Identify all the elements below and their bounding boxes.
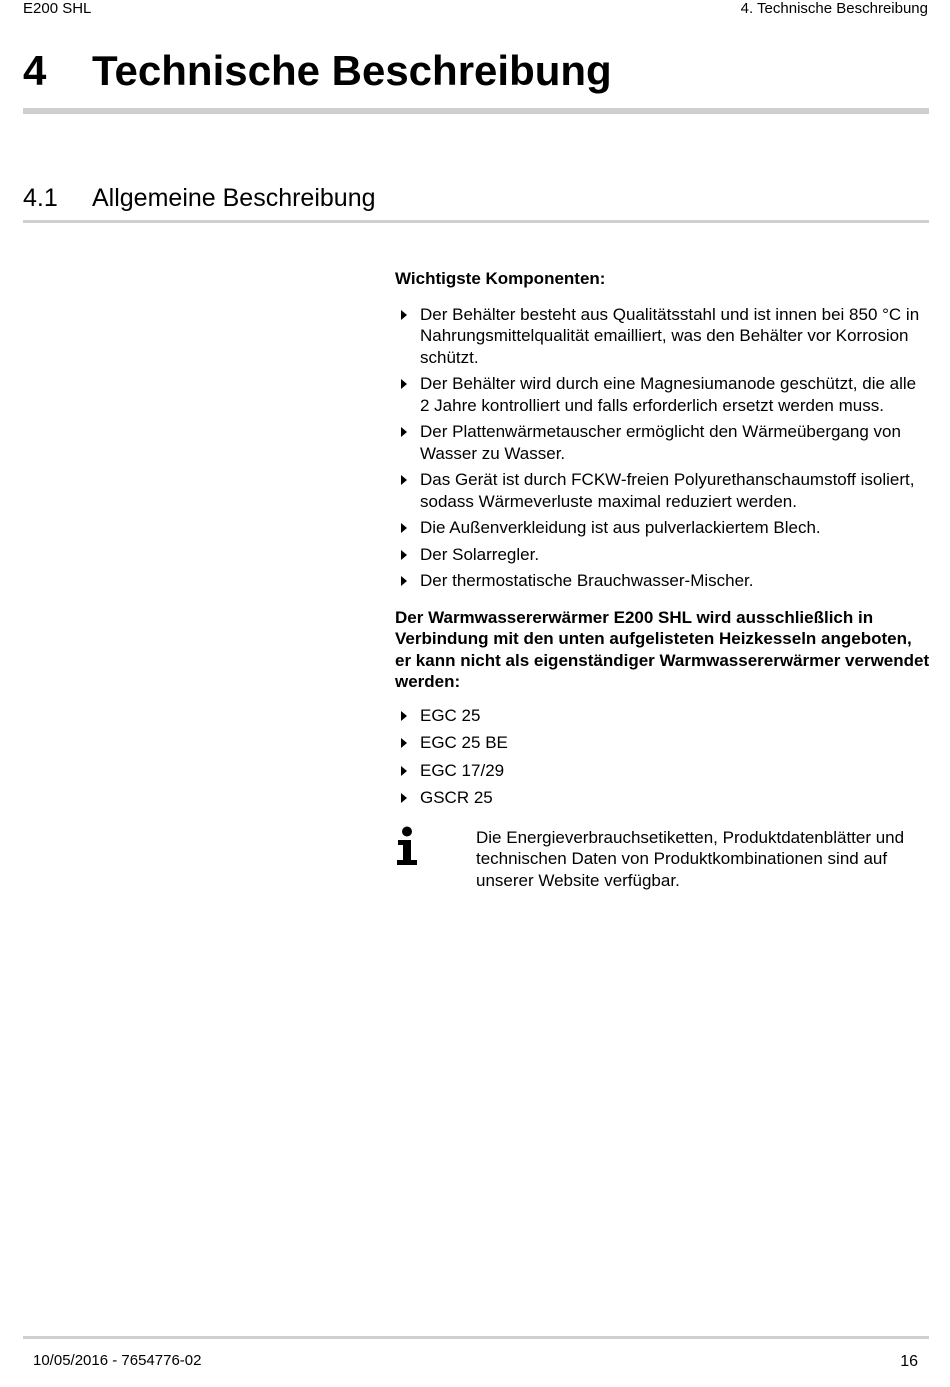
- bullet-arrow-icon: [401, 711, 407, 721]
- list-item: [395, 760, 930, 782]
- list-item: [395, 705, 930, 727]
- bullet-arrow-icon: [401, 766, 407, 776]
- model-name: EGC 17/29: [420, 760, 505, 780]
- bullet-arrow-icon: [401, 576, 407, 586]
- list-item: [395, 304, 930, 369]
- bullet-arrow-icon: [401, 310, 407, 320]
- page-number: 16: [900, 1353, 918, 1370]
- info-note: [395, 827, 930, 892]
- components-list: [395, 304, 930, 592]
- boiler-models-list: [395, 705, 930, 809]
- bullet-arrow-icon: [401, 475, 407, 485]
- list-item-text: Der Behälter besteht aus Qualitätsstahl und ist innen bei 850 °C in Nahrungsmittelqualität emailliert, was den Behälter vor Korrosion schützt.: [420, 304, 920, 367]
- list-item-text: Der thermostatische Brauchwasser-Mischer.: [420, 571, 754, 590]
- list-item: [395, 373, 930, 416]
- bullet-arrow-icon: [401, 379, 407, 389]
- list-item-text: Das Gerät ist durch FCKW-freien Polyurethanschaumstoff isoliert, sodass Wärmeverluste maximal reduziert werden.: [420, 470, 915, 511]
- list-item: [395, 570, 930, 592]
- section-title: Allgemeine Beschreibung: [92, 184, 376, 212]
- bullet-arrow-icon: [401, 523, 407, 533]
- section-divider: [23, 220, 929, 223]
- chapter-number: 4: [23, 47, 47, 94]
- components-heading: Wichtigste Komponenten:: [395, 269, 606, 288]
- list-item-text: Der Behälter wird durch eine Magnesiumanode geschützt, die alle 2 Jahre kontrolliert und falls erforderlich ersetzt werden muss.: [420, 374, 917, 415]
- list-item: [395, 517, 930, 539]
- header-doc-title: E200 SHL: [23, 0, 92, 17]
- bullet-arrow-icon: [401, 427, 407, 437]
- info-icon: [395, 826, 421, 866]
- chapter-divider: [23, 108, 929, 114]
- compatibility-paragraph: Der Warmwassererwärmer E200 SHL wird ausschließlich in Verbindung mit den unten aufgelisteten Heizkesseln angeboten, er kann nicht als eigenständiger Warmwassererwärmer verwendet werden:: [395, 607, 930, 691]
- model-name: EGC 25 BE: [420, 733, 508, 752]
- bullet-arrow-icon: [401, 550, 407, 560]
- footer-date-docnumber: 10/05/2016 - 7654776-02: [33, 1352, 202, 1369]
- model-name: EGC 25: [420, 705, 481, 725]
- list-item: [395, 732, 930, 754]
- list-item: [395, 544, 930, 566]
- list-item-text: Die Außenverkleidung ist aus pulverlackiertem Blech.: [420, 518, 821, 537]
- model-name: GSCR 25: [420, 788, 493, 807]
- bullet-arrow-icon: [401, 738, 407, 748]
- list-item: [395, 421, 930, 464]
- footer-divider: [23, 1336, 929, 1339]
- list-item-text: Der Plattenwärmetauscher ermöglicht den Wärmeübergang von Wasser zu Wasser.: [420, 422, 901, 463]
- list-item: [395, 787, 930, 809]
- section-number: 4.1: [23, 184, 58, 212]
- info-note-text: Die Energieverbrauchsetiketten, Produktdatenblätter und technischen Daten von Produktkombinationen sind auf unserer Website verfügbar.: [476, 827, 905, 890]
- chapter-title: Technische Beschreibung: [92, 47, 612, 94]
- chapter-heading: [23, 45, 612, 97]
- section-heading: [23, 183, 376, 213]
- list-item: [395, 469, 930, 512]
- header-chapter-title: 4. Technische Beschreibung: [740, 0, 928, 17]
- main-content: [395, 268, 930, 891]
- list-item-text: Der Solarregler.: [420, 544, 540, 564]
- bullet-arrow-icon: [401, 793, 407, 803]
